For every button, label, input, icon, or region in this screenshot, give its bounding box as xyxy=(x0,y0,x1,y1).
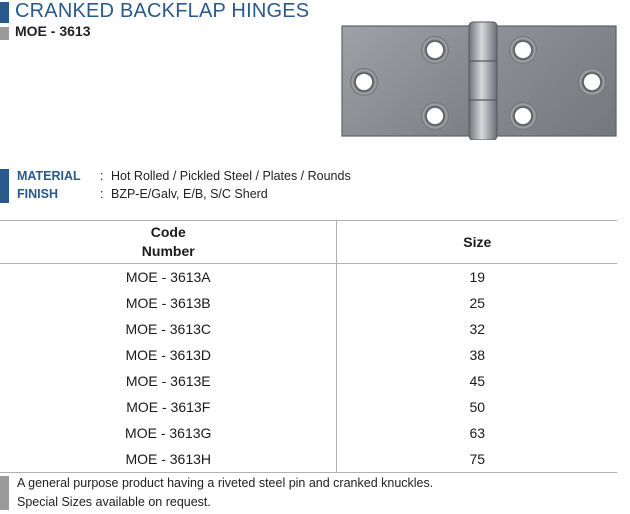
cell-code: MOE - 3613G xyxy=(125,425,212,441)
header-size: Size xyxy=(337,221,617,264)
specs-accent-bar xyxy=(0,169,9,203)
table-row xyxy=(0,290,617,316)
table-row xyxy=(0,368,617,394)
product-code: MOE - 3613 xyxy=(15,23,91,39)
table-row xyxy=(0,316,617,342)
hinge-hole xyxy=(421,36,449,64)
cell-code: MOE - 3613H xyxy=(0,446,337,473)
code-accent-bar xyxy=(0,27,9,40)
note-line-special-sizes: Special Sizes available on request. xyxy=(17,495,211,509)
cell-size: 75 xyxy=(337,446,617,473)
finish-value: BZP-E/Galv, E/B, S/C Sherd xyxy=(111,187,268,201)
cell-size: 19 xyxy=(337,264,617,291)
hinge-knuckle xyxy=(469,22,497,140)
cell-code: MOE - 3613A xyxy=(125,269,211,285)
cell-size: 50 xyxy=(337,394,617,420)
cell-code: MOE - 3613E xyxy=(125,373,211,389)
table-row xyxy=(0,420,617,446)
hinge-hole xyxy=(509,102,537,130)
cell-size: 45 xyxy=(337,368,617,394)
cell-code: MOE - 3613D xyxy=(125,347,212,363)
notes-accent-bar xyxy=(0,476,9,510)
table-row xyxy=(0,264,617,291)
material-colon: : xyxy=(100,169,104,183)
cell-size: 32 xyxy=(337,316,617,342)
note-line-description: A general purpose product having a riveted steel pin and cranked knuckles. xyxy=(17,476,434,490)
material-label: MATERIAL xyxy=(17,169,81,183)
size-table xyxy=(0,220,617,473)
cell-code: MOE - 3613C xyxy=(125,321,212,337)
hinge-hole xyxy=(421,102,449,130)
hinge-hole xyxy=(350,68,378,96)
material-value: Hot Rolled / Pickled Steel / Plates / Rounds xyxy=(111,169,351,183)
product-notes xyxy=(17,474,433,512)
cell-code: MOE - 3613F xyxy=(126,399,211,415)
cell-size: 25 xyxy=(337,290,617,316)
cell-size: 63 xyxy=(337,420,617,446)
cell-code: MOE - 3613B xyxy=(125,295,211,311)
cell-size: 38 xyxy=(337,342,617,368)
hinge-hole xyxy=(578,68,606,96)
table-header-row xyxy=(0,221,617,264)
finish-colon: : xyxy=(100,187,104,201)
table-row xyxy=(0,446,617,473)
header-code-number: Code Number xyxy=(141,224,195,259)
page-title: CRANKED BACKFLAP HINGES xyxy=(15,0,310,22)
title-accent-bar xyxy=(0,2,9,23)
finish-label: FINISH xyxy=(17,187,58,201)
hinge-hole xyxy=(509,36,537,64)
table-row xyxy=(0,394,617,420)
table-row xyxy=(0,342,617,368)
hinge-product-image xyxy=(340,18,618,140)
